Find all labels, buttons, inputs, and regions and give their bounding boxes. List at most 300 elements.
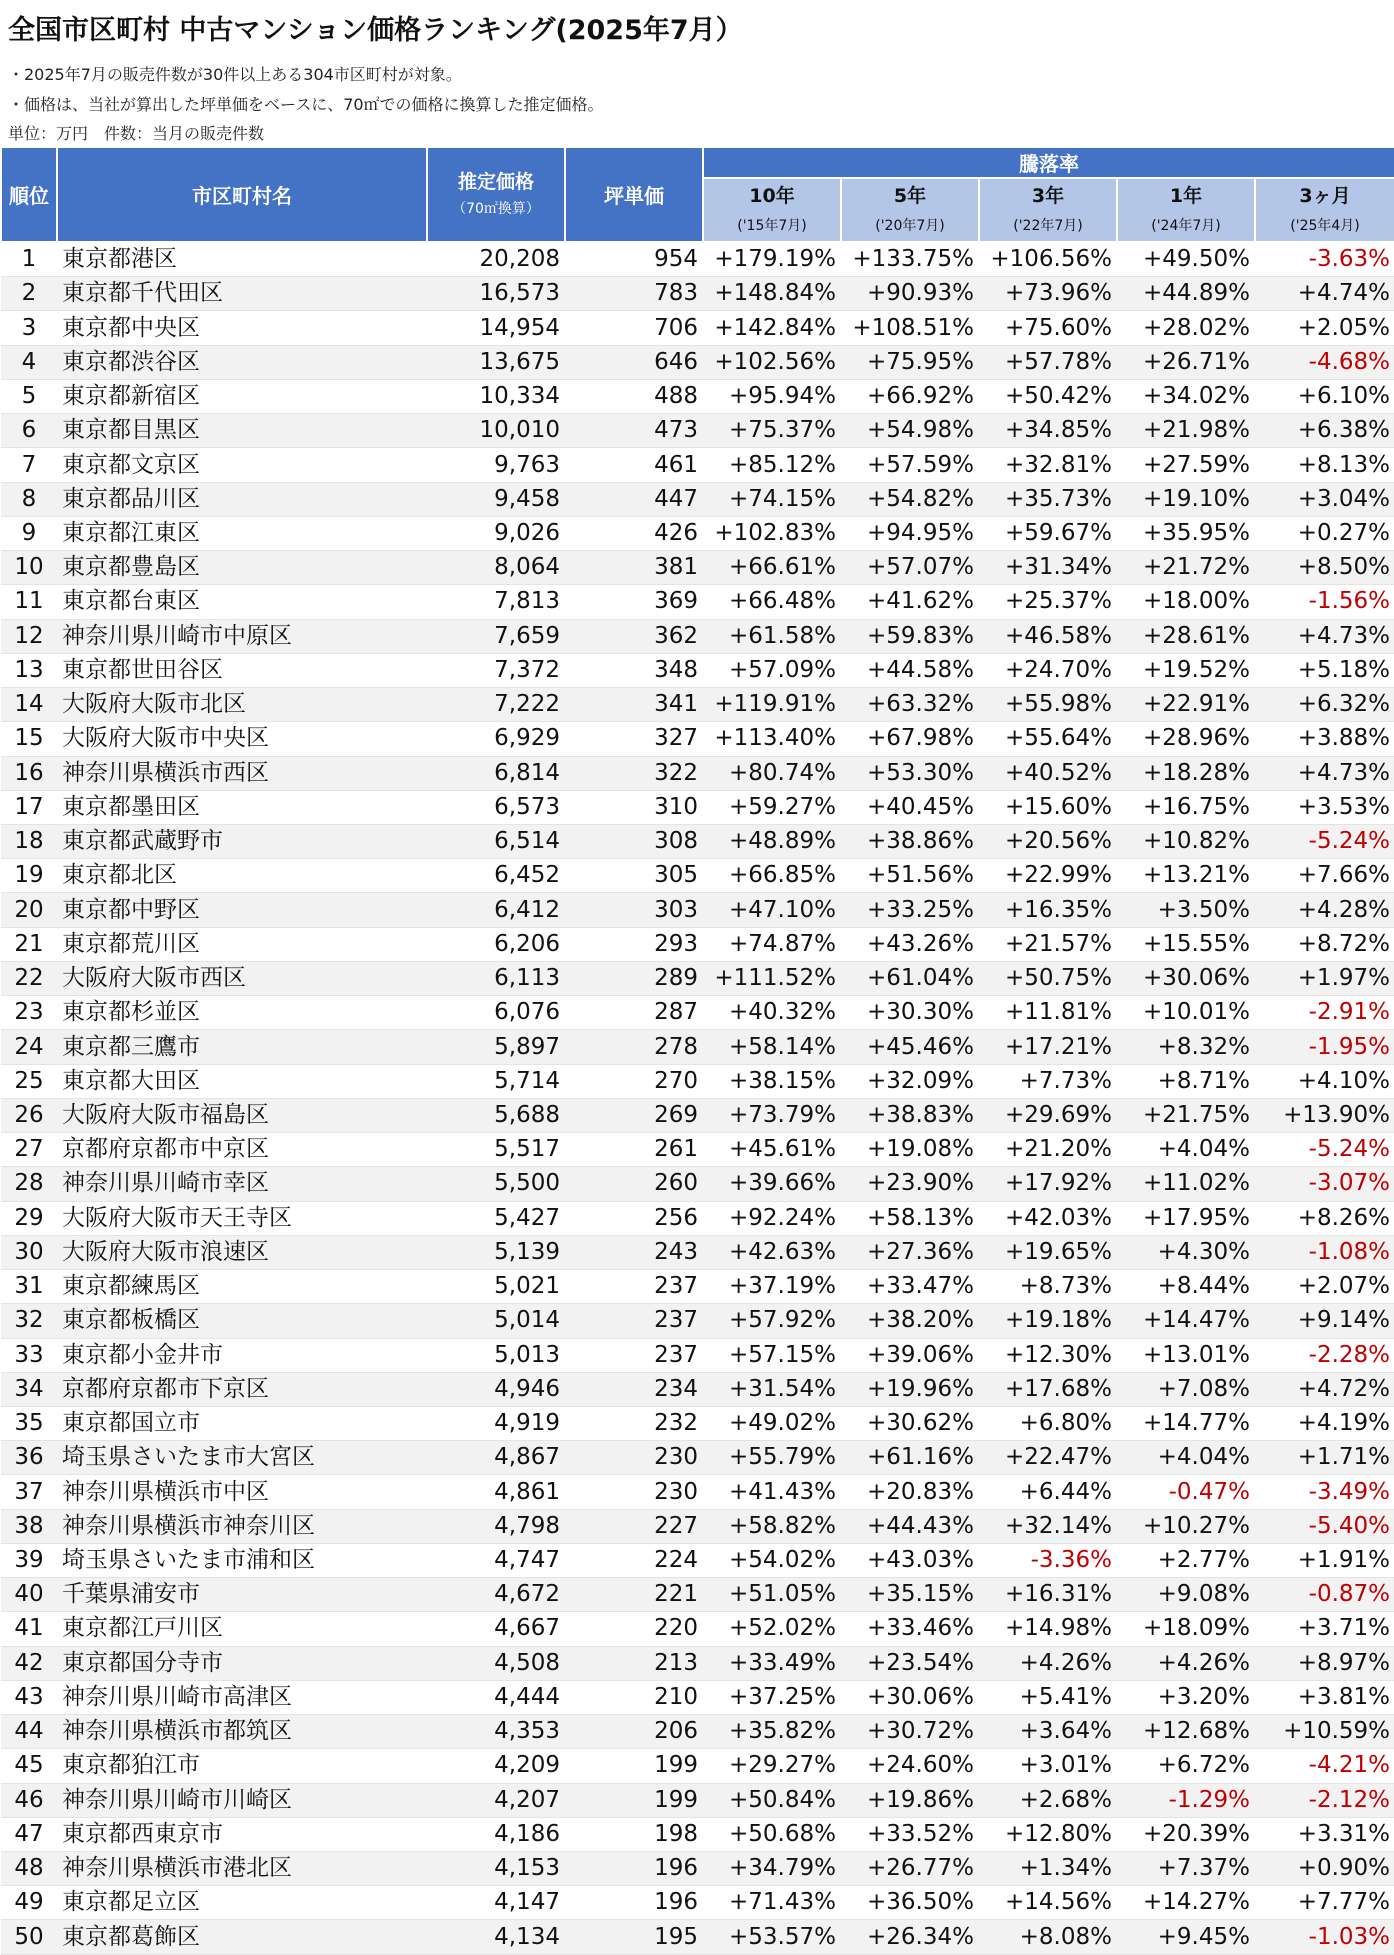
note-price-method: ・価格は、当社が算出した坪単価をベースに、70㎡での価格に換算した推定価格。 <box>8 95 604 114</box>
tsubo-cell: 221 <box>565 1578 703 1612</box>
change-3m-cell: -3.07% <box>1255 1167 1394 1201</box>
change-5y-cell: +30.72% <box>841 1715 979 1749</box>
rank-cell: 18 <box>1 824 57 858</box>
tsubo-cell: 199 <box>565 1783 703 1817</box>
rank-cell: 7 <box>1 448 57 482</box>
city-cell: 東京都世田谷区 <box>57 653 427 687</box>
price-cell: 14,954 <box>427 311 565 345</box>
city-cell: 東京都足立区 <box>57 1886 427 1920</box>
change-5y-cell: +66.92% <box>841 379 979 413</box>
change-5y-cell: +59.83% <box>841 619 979 653</box>
price-cell: 5,427 <box>427 1201 565 1235</box>
table-row <box>1 1783 1394 1817</box>
change-10y-cell: +47.10% <box>703 893 841 927</box>
change-1y-cell: +44.89% <box>1117 277 1255 311</box>
change-3y-cell: +34.85% <box>979 414 1117 448</box>
price-cell: 6,514 <box>427 824 565 858</box>
tsubo-cell: 447 <box>565 482 703 516</box>
city-cell: 東京都武蔵野市 <box>57 824 427 858</box>
rank-cell: 39 <box>1 1543 57 1577</box>
table-row <box>1 688 1394 722</box>
city-cell: 東京都台東区 <box>57 585 427 619</box>
change-1y-cell: +28.61% <box>1117 619 1255 653</box>
tsubo-cell: 227 <box>565 1509 703 1543</box>
rank-cell: 41 <box>1 1612 57 1646</box>
city-cell: 東京都荒川区 <box>57 927 427 961</box>
city-cell: 神奈川県川崎市高津区 <box>57 1680 427 1714</box>
rank-cell: 24 <box>1 1030 57 1064</box>
change-10y-cell: +38.15% <box>703 1064 841 1098</box>
change-10y-cell: +142.84% <box>703 311 841 345</box>
change-1y-cell: +12.68% <box>1117 1715 1255 1749</box>
change-3y-cell: +50.42% <box>979 379 1117 413</box>
rank-cell: 9 <box>1 516 57 550</box>
change-3y-cell: +16.31% <box>979 1578 1117 1612</box>
change-3y-cell: +8.73% <box>979 1270 1117 1304</box>
change-3m-cell: +7.66% <box>1255 859 1394 893</box>
price-cell: 4,444 <box>427 1680 565 1714</box>
change-10y-cell: +73.79% <box>703 1098 841 1132</box>
change-1y-cell: +13.01% <box>1117 1338 1255 1372</box>
header-period-3y <box>979 178 1117 242</box>
change-10y-cell: +66.85% <box>703 859 841 893</box>
change-3m-cell: +4.72% <box>1255 1372 1394 1406</box>
table-row <box>1 1235 1394 1269</box>
table-row <box>1 1030 1394 1064</box>
rank-cell: 48 <box>1 1852 57 1886</box>
change-1y-cell: +6.72% <box>1117 1749 1255 1783</box>
change-1y-cell: +28.02% <box>1117 311 1255 345</box>
price-cell: 4,798 <box>427 1509 565 1543</box>
city-cell: 東京都品川区 <box>57 482 427 516</box>
table-row <box>1 1680 1394 1714</box>
change-10y-cell: +50.84% <box>703 1783 841 1817</box>
table-row <box>1 1715 1394 1749</box>
city-cell: 神奈川県川崎市川崎区 <box>57 1783 427 1817</box>
change-10y-cell: +74.87% <box>703 927 841 961</box>
city-cell: 大阪府大阪市西区 <box>57 961 427 995</box>
city-cell: 神奈川県横浜市中区 <box>57 1475 427 1509</box>
change-1y-cell: +8.44% <box>1117 1270 1255 1304</box>
tsubo-cell: 243 <box>565 1235 703 1269</box>
change-5y-cell: +90.93% <box>841 277 979 311</box>
change-10y-cell: +113.40% <box>703 722 841 756</box>
table-row <box>1 1920 1394 1954</box>
price-cell: 5,897 <box>427 1030 565 1064</box>
change-10y-cell: +119.91% <box>703 688 841 722</box>
period-label: 3ヶ月 <box>1299 185 1351 207</box>
change-3m-cell: +1.91% <box>1255 1543 1394 1577</box>
rank-cell: 37 <box>1 1475 57 1509</box>
city-cell: 東京都大田区 <box>57 1064 427 1098</box>
change-5y-cell: +23.54% <box>841 1646 979 1680</box>
price-cell: 7,222 <box>427 688 565 722</box>
change-3m-cell: -4.21% <box>1255 1749 1394 1783</box>
change-5y-cell: +33.25% <box>841 893 979 927</box>
rank-cell: 33 <box>1 1338 57 1372</box>
tsubo-cell: 199 <box>565 1749 703 1783</box>
tsubo-cell: 381 <box>565 551 703 585</box>
tsubo-cell: 488 <box>565 379 703 413</box>
table-row <box>1 1817 1394 1851</box>
note-units: 単位：万円 件数：当月の販売件数 <box>8 124 265 143</box>
tsubo-cell: 348 <box>565 653 703 687</box>
change-1y-cell: +22.91% <box>1117 688 1255 722</box>
rank-cell: 44 <box>1 1715 57 1749</box>
rank-cell: 40 <box>1 1578 57 1612</box>
table-row <box>1 756 1394 790</box>
price-cell: 7,372 <box>427 653 565 687</box>
table-row <box>1 482 1394 516</box>
rank-cell: 23 <box>1 996 57 1030</box>
change-3y-cell: +14.56% <box>979 1886 1117 1920</box>
price-cell: 5,013 <box>427 1338 565 1372</box>
city-cell: 大阪府大阪市天王寺区 <box>57 1201 427 1235</box>
change-3m-cell: +6.32% <box>1255 688 1394 722</box>
price-cell: 6,452 <box>427 859 565 893</box>
change-1y-cell: +4.30% <box>1117 1235 1255 1269</box>
change-3m-cell: +2.05% <box>1255 311 1394 345</box>
change-3m-cell: -2.91% <box>1255 996 1394 1030</box>
change-1y-cell: +4.04% <box>1117 1133 1255 1167</box>
rank-cell: 45 <box>1 1749 57 1783</box>
change-1y-cell: +3.50% <box>1117 893 1255 927</box>
city-cell: 東京都港区 <box>57 242 427 277</box>
tsubo-cell: 232 <box>565 1406 703 1440</box>
city-cell: 東京都北区 <box>57 859 427 893</box>
change-10y-cell: +52.02% <box>703 1612 841 1646</box>
table-row <box>1 448 1394 482</box>
change-3m-cell: +2.07% <box>1255 1270 1394 1304</box>
tsubo-cell: 206 <box>565 1715 703 1749</box>
rank-cell: 50 <box>1 1920 57 1954</box>
change-3m-cell: -4.68% <box>1255 345 1394 379</box>
rank-cell: 30 <box>1 1235 57 1269</box>
rank-cell: 25 <box>1 1064 57 1098</box>
price-cell: 9,763 <box>427 448 565 482</box>
city-cell: 東京都板橋区 <box>57 1304 427 1338</box>
rank-cell: 13 <box>1 653 57 687</box>
rank-cell: 20 <box>1 893 57 927</box>
change-3y-cell: +3.64% <box>979 1715 1117 1749</box>
price-cell: 5,688 <box>427 1098 565 1132</box>
change-3y-cell: +6.80% <box>979 1406 1117 1440</box>
change-10y-cell: +48.89% <box>703 824 841 858</box>
change-1y-cell: +4.04% <box>1117 1441 1255 1475</box>
rank-cell: 38 <box>1 1509 57 1543</box>
tsubo-cell: 213 <box>565 1646 703 1680</box>
ranking-table <box>0 146 1394 1955</box>
tsubo-cell: 237 <box>565 1338 703 1372</box>
city-cell: 埼玉県さいたま市浦和区 <box>57 1543 427 1577</box>
change-5y-cell: +58.13% <box>841 1201 979 1235</box>
rank-cell: 27 <box>1 1133 57 1167</box>
change-10y-cell: +57.92% <box>703 1304 841 1338</box>
change-1y-cell: +28.96% <box>1117 722 1255 756</box>
city-cell: 東京都江戸川区 <box>57 1612 427 1646</box>
period-sub: ('25年4月) <box>1290 218 1360 234</box>
change-3y-cell: +55.64% <box>979 722 1117 756</box>
price-cell: 8,064 <box>427 551 565 585</box>
price-cell: 10,334 <box>427 379 565 413</box>
change-5y-cell: +61.16% <box>841 1441 979 1475</box>
change-5y-cell: +20.83% <box>841 1475 979 1509</box>
change-5y-cell: +43.03% <box>841 1543 979 1577</box>
price-cell: 13,675 <box>427 345 565 379</box>
change-10y-cell: +148.84% <box>703 277 841 311</box>
rank-cell: 36 <box>1 1441 57 1475</box>
change-10y-cell: +61.58% <box>703 619 841 653</box>
table-row <box>1 996 1394 1030</box>
tsubo-cell: 706 <box>565 311 703 345</box>
city-cell: 東京都中野区 <box>57 893 427 927</box>
change-10y-cell: +40.32% <box>703 996 841 1030</box>
header-tsubo: 坪単価 <box>565 147 703 242</box>
change-3m-cell: +0.27% <box>1255 516 1394 550</box>
change-5y-cell: +63.32% <box>841 688 979 722</box>
tsubo-cell: 224 <box>565 1543 703 1577</box>
change-3y-cell: +17.21% <box>979 1030 1117 1064</box>
tsubo-cell: 220 <box>565 1612 703 1646</box>
change-3y-cell: +75.60% <box>979 311 1117 345</box>
header-rank: 順位 <box>1 147 57 242</box>
price-cell: 4,672 <box>427 1578 565 1612</box>
change-3y-cell: +32.14% <box>979 1509 1117 1543</box>
price-cell: 6,113 <box>427 961 565 995</box>
price-cell: 4,147 <box>427 1886 565 1920</box>
city-cell: 埼玉県さいたま市大宮区 <box>57 1441 427 1475</box>
city-cell: 東京都文京区 <box>57 448 427 482</box>
change-3m-cell: +3.71% <box>1255 1612 1394 1646</box>
change-1y-cell: +14.47% <box>1117 1304 1255 1338</box>
change-1y-cell: +8.32% <box>1117 1030 1255 1064</box>
table-row <box>1 1543 1394 1577</box>
tsubo-cell: 195 <box>565 1920 703 1954</box>
rank-cell: 32 <box>1 1304 57 1338</box>
table-row <box>1 1304 1394 1338</box>
table-row <box>1 824 1394 858</box>
rank-cell: 15 <box>1 722 57 756</box>
price-cell: 4,353 <box>427 1715 565 1749</box>
change-10y-cell: +66.48% <box>703 585 841 619</box>
change-3y-cell: +50.75% <box>979 961 1117 995</box>
change-1y-cell: +30.06% <box>1117 961 1255 995</box>
change-3y-cell: +19.65% <box>979 1235 1117 1269</box>
change-5y-cell: +38.86% <box>841 824 979 858</box>
price-cell: 4,134 <box>427 1920 565 1954</box>
tsubo-cell: 234 <box>565 1372 703 1406</box>
change-10y-cell: +66.61% <box>703 551 841 585</box>
header-city: 市区町村名 <box>57 147 427 242</box>
period-label: 10年 <box>749 185 795 207</box>
city-cell: 大阪府大阪市中央区 <box>57 722 427 756</box>
city-cell: 東京都練馬区 <box>57 1270 427 1304</box>
change-5y-cell: +26.34% <box>841 1920 979 1954</box>
tsubo-cell: 270 <box>565 1064 703 1098</box>
table-row <box>1 1646 1394 1680</box>
change-3m-cell: +4.10% <box>1255 1064 1394 1098</box>
rank-cell: 21 <box>1 927 57 961</box>
change-5y-cell: +40.45% <box>841 790 979 824</box>
change-3m-cell: -3.49% <box>1255 1475 1394 1509</box>
change-3y-cell: +21.57% <box>979 927 1117 961</box>
tsubo-cell: 237 <box>565 1270 703 1304</box>
change-10y-cell: +58.82% <box>703 1509 841 1543</box>
change-5y-cell: +30.30% <box>841 996 979 1030</box>
city-cell: 東京都渋谷区 <box>57 345 427 379</box>
change-5y-cell: +19.08% <box>841 1133 979 1167</box>
change-3m-cell: +3.88% <box>1255 722 1394 756</box>
table-row <box>1 277 1394 311</box>
change-5y-cell: +32.09% <box>841 1064 979 1098</box>
price-cell: 4,747 <box>427 1543 565 1577</box>
change-5y-cell: +94.95% <box>841 516 979 550</box>
change-3y-cell: +17.68% <box>979 1372 1117 1406</box>
change-5y-cell: +30.62% <box>841 1406 979 1440</box>
rank-cell: 43 <box>1 1680 57 1714</box>
price-cell: 4,209 <box>427 1749 565 1783</box>
price-cell: 6,814 <box>427 756 565 790</box>
city-cell: 東京都国立市 <box>57 1406 427 1440</box>
rank-cell: 29 <box>1 1201 57 1235</box>
change-3m-cell: +4.73% <box>1255 619 1394 653</box>
change-1y-cell: +7.37% <box>1117 1852 1255 1886</box>
change-3m-cell: +3.31% <box>1255 1817 1394 1851</box>
city-cell: 東京都杉並区 <box>57 996 427 1030</box>
table-row <box>1 414 1394 448</box>
price-cell: 6,206 <box>427 927 565 961</box>
rank-cell: 49 <box>1 1886 57 1920</box>
change-10y-cell: +53.57% <box>703 1920 841 1954</box>
change-3y-cell: +21.20% <box>979 1133 1117 1167</box>
tsubo-cell: 261 <box>565 1133 703 1167</box>
city-cell: 東京都墨田区 <box>57 790 427 824</box>
tsubo-cell: 196 <box>565 1886 703 1920</box>
change-10y-cell: +35.82% <box>703 1715 841 1749</box>
rank-cell: 34 <box>1 1372 57 1406</box>
table-row <box>1 722 1394 756</box>
tsubo-cell: 327 <box>565 722 703 756</box>
change-3y-cell: +8.08% <box>979 1920 1117 1954</box>
rank-cell: 1 <box>1 242 57 277</box>
rank-cell: 5 <box>1 379 57 413</box>
change-10y-cell: +50.68% <box>703 1817 841 1851</box>
tsubo-cell: 341 <box>565 688 703 722</box>
city-cell: 神奈川県横浜市都筑区 <box>57 1715 427 1749</box>
price-cell: 9,026 <box>427 516 565 550</box>
change-10y-cell: +102.56% <box>703 345 841 379</box>
table-row <box>1 1338 1394 1372</box>
change-3y-cell: +12.30% <box>979 1338 1117 1372</box>
change-3y-cell: +22.99% <box>979 859 1117 893</box>
change-5y-cell: +61.04% <box>841 961 979 995</box>
change-10y-cell: +34.79% <box>703 1852 841 1886</box>
city-cell: 神奈川県横浜市港北区 <box>57 1852 427 1886</box>
change-3y-cell: +12.80% <box>979 1817 1117 1851</box>
change-3y-cell: +20.56% <box>979 824 1117 858</box>
tsubo-cell: 362 <box>565 619 703 653</box>
change-10y-cell: +80.74% <box>703 756 841 790</box>
change-3m-cell: +13.90% <box>1255 1098 1394 1132</box>
change-3m-cell: -1.56% <box>1255 585 1394 619</box>
rank-cell: 22 <box>1 961 57 995</box>
price-cell: 5,021 <box>427 1270 565 1304</box>
change-3y-cell: +57.78% <box>979 345 1117 379</box>
tsubo-cell: 461 <box>565 448 703 482</box>
table-row <box>1 242 1394 277</box>
change-3y-cell: +4.26% <box>979 1646 1117 1680</box>
tsubo-cell: 369 <box>565 585 703 619</box>
change-10y-cell: +179.19% <box>703 242 841 277</box>
change-5y-cell: +51.56% <box>841 859 979 893</box>
change-5y-cell: +57.07% <box>841 551 979 585</box>
period-label: 5年 <box>893 185 927 207</box>
change-1y-cell: +9.08% <box>1117 1578 1255 1612</box>
rank-cell: 6 <box>1 414 57 448</box>
tsubo-cell: 287 <box>565 996 703 1030</box>
rank-cell: 2 <box>1 277 57 311</box>
change-1y-cell: +49.50% <box>1117 242 1255 277</box>
price-cell: 4,508 <box>427 1646 565 1680</box>
change-3m-cell: +8.50% <box>1255 551 1394 585</box>
change-10y-cell: +102.83% <box>703 516 841 550</box>
tsubo-cell: 198 <box>565 1817 703 1851</box>
change-3m-cell: -1.08% <box>1255 1235 1394 1269</box>
price-cell: 6,929 <box>427 722 565 756</box>
change-10y-cell: +71.43% <box>703 1886 841 1920</box>
change-3m-cell: +1.97% <box>1255 961 1394 995</box>
change-3y-cell: +15.60% <box>979 790 1117 824</box>
change-3m-cell: +4.19% <box>1255 1406 1394 1440</box>
header-period-3m <box>1255 178 1394 242</box>
change-3m-cell: +5.18% <box>1255 653 1394 687</box>
change-3y-cell: +24.70% <box>979 653 1117 687</box>
change-5y-cell: +19.86% <box>841 1783 979 1817</box>
city-cell: 神奈川県川崎市幸区 <box>57 1167 427 1201</box>
change-3m-cell: +8.97% <box>1255 1646 1394 1680</box>
rank-cell: 12 <box>1 619 57 653</box>
tsubo-cell: 426 <box>565 516 703 550</box>
city-cell: 東京都狛江市 <box>57 1749 427 1783</box>
price-cell: 4,867 <box>427 1441 565 1475</box>
change-3y-cell: +25.37% <box>979 585 1117 619</box>
rank-cell: 31 <box>1 1270 57 1304</box>
change-5y-cell: +26.77% <box>841 1852 979 1886</box>
change-3y-cell: +42.03% <box>979 1201 1117 1235</box>
period-sub: ('24年7月) <box>1151 218 1221 234</box>
change-3m-cell: -5.40% <box>1255 1509 1394 1543</box>
table-row <box>1 859 1394 893</box>
change-10y-cell: +49.02% <box>703 1406 841 1440</box>
city-cell: 東京都小金井市 <box>57 1338 427 1372</box>
change-3y-cell: +106.56% <box>979 242 1117 277</box>
table-row <box>1 1475 1394 1509</box>
change-3m-cell: -5.24% <box>1255 1133 1394 1167</box>
table-row <box>1 1441 1394 1475</box>
change-3y-cell: +40.52% <box>979 756 1117 790</box>
rank-cell: 26 <box>1 1098 57 1132</box>
tsubo-cell: 310 <box>565 790 703 824</box>
tsubo-cell: 278 <box>565 1030 703 1064</box>
table-row <box>1 1098 1394 1132</box>
city-cell: 京都府京都市下京区 <box>57 1372 427 1406</box>
price-cell: 4,667 <box>427 1612 565 1646</box>
change-3m-cell: +3.53% <box>1255 790 1394 824</box>
change-5y-cell: +53.30% <box>841 756 979 790</box>
tsubo-cell: 305 <box>565 859 703 893</box>
table-row <box>1 1064 1394 1098</box>
change-3m-cell: -1.95% <box>1255 1030 1394 1064</box>
